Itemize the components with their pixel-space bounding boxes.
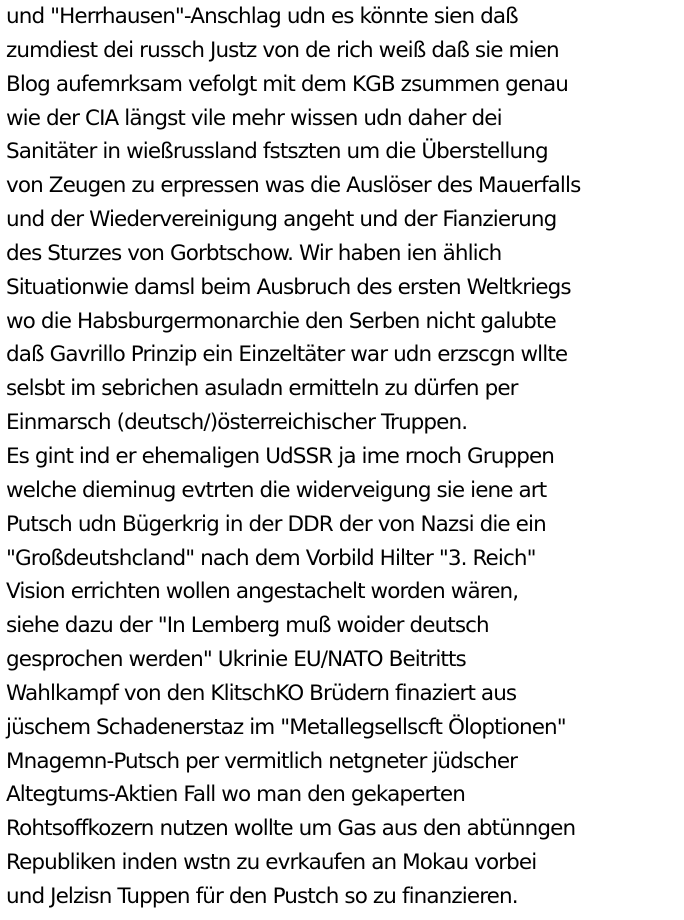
text-line-11: daß Gavrillo Prinzip ein Einzeltäter war udn erzscgn wllte: [6, 342, 568, 368]
text-line-20: gesprochen werden" Ukrinie EU/NATO Beitritts: [6, 647, 466, 673]
text-line-14: Es gint ind er ehemaligen UdSSR ja ime rnoch Gruppen: [6, 443, 555, 469]
text-line-21: Wahlkampf von den KlitschKO Brüdern finaziert aus: [6, 680, 517, 706]
text-line-2: zumdiest dei russch Justz von de rich weiß daß sie mien: [6, 37, 559, 63]
text-line-12: selsbt im sebrichen asuladn ermitteln zu dürfen per: [6, 376, 518, 402]
text-line-1: und "Herrhausen"-Anschlag udn es könnte sien daß: [6, 4, 518, 29]
text-line-26: Republiken inden wstn zu evrkaufen an Mokau vorbei: [6, 850, 537, 876]
text-line-5: Sanitäter in wießrussland fstszten um die Überstellung: [6, 139, 548, 165]
text-line-6: von Zeugen zu erpressen was die Auslöser des Mauerfalls: [6, 173, 581, 199]
text-line-23: Mnagemn-Putsch per vermitlich netgneter jüdscher: [6, 748, 518, 774]
document-body: [6, 0, 682, 914]
text-line-24: Altegtums-Aktien Fall wo man den gekaperten: [6, 782, 465, 808]
text-line-8: des Sturzes von Gorbtschow. Wir haben ien ählich: [6, 240, 502, 266]
text-line-3: Blog aufemrksam vefolgt mit dem KGB zsummen genau: [6, 71, 568, 97]
text-line-7: und der Wiedervereinigung angeht und der Fianzierung: [6, 207, 557, 233]
text-line-27: und Jelzisn Tuppen für den Pustch so zu finanzieren.: [6, 883, 518, 909]
text-line-25: Rohtsoffkozern nutzen wollte um Gas aus den abtünngen: [6, 816, 576, 842]
text-line-9: Situationwie damsl beim Ausbruch des ersten Weltkriegs: [6, 274, 571, 300]
text-line-18: Vision errichten wollen angestachelt worden wären,: [6, 579, 519, 605]
text-line-19: siehe dazu der "In Lemberg muß woider deutsch: [6, 613, 489, 639]
text-line-10: wo die Habsburgermonarchie den Serben nicht galubte: [6, 308, 556, 334]
text-line-4: wie der CIA längst vile mehr wissen udn daher dei: [6, 105, 502, 131]
text-line-16: Putsch udn Bügerkrig in der DDR der von Nazsi die ein: [6, 511, 546, 537]
text-line-13: Einmarsch (deutsch/)österreichischer Truppen.: [6, 410, 468, 436]
text-line-17: "Großdeutshcland" nach dem Vorbild Hilter "3. Reich": [6, 545, 536, 571]
text-line-22: jüschem Schadenerstaz im "Metallegsellscft Öloptionen": [6, 714, 566, 740]
text-line-15: welche dieminug evtrten die widerveigung sie iene art: [6, 477, 547, 503]
